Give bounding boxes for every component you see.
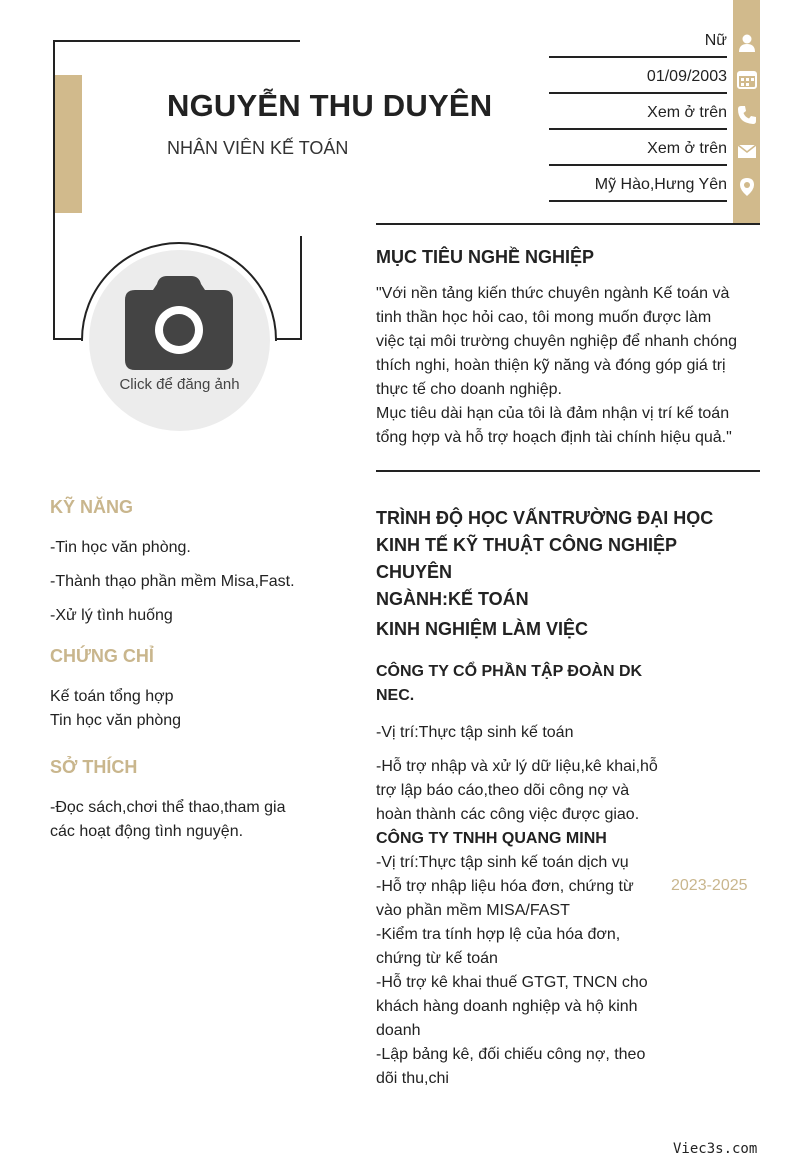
description-2-line: -Hỗ trợ nhập liệu hóa đơn, chứng từ [376,878,634,895]
objective-line: "Với nền tảng kiến thức chuyên ngành Kế toán và [376,285,730,302]
divider [376,470,760,472]
education-line: KINH TẾ KỸ THUẬT CÔNG NGHIỆP CHUYÊN [376,535,677,582]
hobbies-title: SỞ THÍCH [50,757,138,777]
location-icon [737,177,757,197]
company-1-line: CÔNG TY CỔ PHẦN TẬP ĐOÀN DK [376,663,643,680]
accent-bar [55,75,82,213]
job-title: NHÂN VIÊN KẾ TOÁN [167,138,349,158]
certificate-item: Kế toán tổng hợp [50,688,174,705]
position-1: -Vị trí:Thực tập sinh kế toán [376,724,574,741]
user-icon [737,33,757,53]
watermark: Viec3s.com [673,1141,758,1157]
contact-email: Xem ở trên [549,130,727,166]
contact-gender: Nữ [549,22,727,58]
camera-icon [125,276,233,370]
divider [376,223,760,225]
objective-line: tinh thần học hỏi cao, tôi mong muốn được làm [376,309,712,326]
objective-line: Mục tiêu dài hạn của tôi là đảm nhận vị trí kế toán [376,405,730,422]
avatar-upload[interactable] [89,250,270,431]
certificate-item: Tin học văn phòng [50,712,182,729]
objective-line: việc tại môi trường chuyên nghiệp để nhanh chóng [376,333,737,350]
description-1 [376,755,676,1091]
description-2-line: -Lập bảng kê, đối chiếu công nợ, theo [376,1046,646,1063]
description-2-line: -Kiểm tra tính hợp lệ của hóa đơn, [376,926,621,943]
description-2-line: -Vị trí:Thực tập sinh kế toán dịch vụ [376,854,629,871]
experience-title: KINH NGHIỆM LÀM VIỆC [376,619,589,639]
hobby-line: -Đọc sách,chơi thể thao,tham gia [50,799,286,816]
email-icon [737,141,757,161]
education-line: NGÀNH:KẾ TOÁN [376,589,529,609]
description-2-line: vào phần mềm MISA/FAST [376,902,570,919]
company-2: CÔNG TY TNHH QUANG MINH [376,830,607,847]
description-2-line: khách hàng doanh nghiệp và hộ kinh [376,998,638,1015]
description-1-line: hoàn thành các công việc được giao. [376,806,640,823]
description-2-line: chứng từ kế toán [376,950,498,967]
description-2-line: dõi thu,chi [376,1070,449,1087]
objective-line: thích nghi, hoàn thiện kỹ năng và đóng góp giá trị [376,357,726,374]
calendar-icon [737,69,757,89]
skill-item: -Tin học văn phòng. [50,539,191,556]
skill-item: -Thành thạo phần mềm Misa,Fast. [50,573,295,590]
skill-item: -Xử lý tình huống [50,607,173,624]
company-1-line: NEC. [376,687,415,704]
hobby-line: các hoạt động tình nguyện. [50,823,244,840]
avatar-upload-label: Click để đăng ảnh [119,376,240,393]
objective-text [376,282,760,450]
certificates-title: CHỨNG CHỈ [50,646,154,666]
company-1 [376,660,668,708]
objective-line: thực tế cho doanh nghiệp. [376,381,562,398]
description-2-line: -Hỗ trợ kê khai thuế GTGT, TNCN cho [376,974,648,991]
education-section [376,505,756,613]
experience-years: 2023-2025 [671,877,748,894]
skills-title: KỸ NĂNG [50,497,134,517]
phone-icon [737,105,757,125]
description-1-line: trợ lập báo cáo,theo dõi công nợ và [376,782,630,799]
contact-phone: Xem ở trên [549,94,727,130]
candidate-name: NGUYỄN THU DUYÊN [167,88,498,124]
contact-address: Mỹ Hào,Hưng Yên [549,166,727,202]
objective-title: MỤC TIÊU NGHỀ NGHIỆP [376,247,595,267]
frame-gap [300,36,310,236]
description-1-line: -Hỗ trợ nhập và xử lý dữ liệu,kê khai,hỗ [376,758,658,775]
education-line: TRÌNH ĐỘ HỌC VẤNTRƯỜNG ĐẠI HỌC [376,508,714,528]
contact-dob: 01/09/2003 [549,58,727,94]
description-2-line: doanh [376,1022,421,1039]
objective-line: tổng hợp và hỗ trợ hoạch định tài chính hiệu quả." [376,429,732,446]
